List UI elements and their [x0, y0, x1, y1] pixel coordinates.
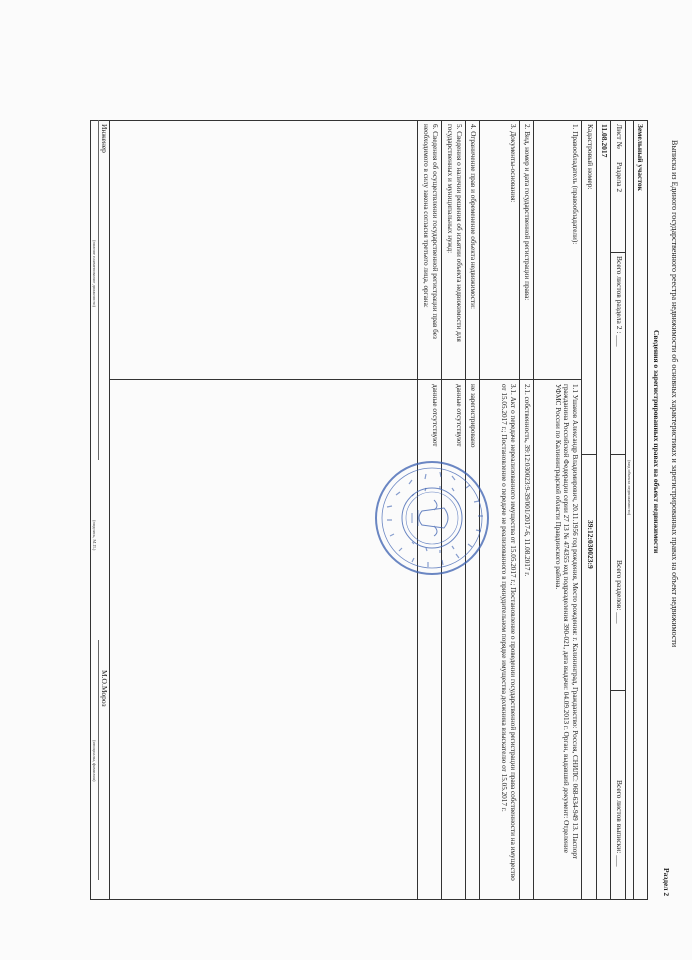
position-title: Инженер — [100, 124, 109, 153]
owner-label: 1. Правообладатель (правообладатели): — [571, 124, 579, 245]
official-seal — [372, 458, 492, 578]
object-type-caption: (вид объекта недвижимости) — [627, 460, 632, 516]
documents-label: 3. Документы-основания: — [509, 124, 517, 203]
sheet-number: Лист № — [615, 124, 624, 149]
signer-name: М.О.Мороз — [100, 670, 109, 707]
section-label: Раздел 2 — [662, 868, 671, 897]
total-sections: Всего разделов: ___ — [615, 560, 624, 624]
signature-caption: (подпись, М.П.) — [92, 520, 97, 551]
documents-value: 3.1. Акт о передаче нереализованного имущества от 15.05.2017 г.; Постановление о проведении государственной регистрации права собственности на имущество от 15.05.2017 г.; Постановление о передаче не реализованного в принудительном порядке имущества должника взыскателю от 15.05.2017 г. — [500, 384, 517, 881]
section-subtitle: Сведения о зарегистрированных правах на объект недвижимости — [652, 330, 661, 554]
registration-value: 2.1. собственность, 39:12:030023:9-39/001/2017-6, 11.08.2017 г. — [523, 384, 531, 577]
document-title: Выписка из Единого государственного реестра недвижимости об основных характеристиках и зарегистрированных правах на объект недвижимости — [670, 140, 679, 648]
seizure-value: данные отсутствуют — [455, 384, 463, 447]
registration-label: 2. Вид, номер и дата государственной регистрации права: — [523, 124, 531, 301]
object-type: Земельный участок — [636, 124, 645, 191]
restrictions-label: 4. Ограничение прав и обременение объекта недвижимости: — [469, 124, 477, 309]
extract-date: 11.08.2017 — [600, 124, 609, 158]
third-party-value: данные отсутствуют — [431, 384, 439, 447]
name-caption: (инициалы, фамилия) — [92, 740, 97, 782]
position-caption: (полное наименование должности) — [92, 240, 97, 307]
total-sheets-extract: Всего листов выписки: ___ — [615, 780, 624, 867]
cadastral-number: 39:12:030023:9 — [586, 520, 595, 569]
total-sheets-section: Всего листов раздела 2 : ___ — [615, 256, 624, 347]
restrictions-value: не зарегистрировано — [469, 384, 477, 448]
section-number: Раздела 2 — [615, 162, 624, 193]
owner-value: 1.1 Ушаков Александр Владимирович, 20.11.1956 год рождения, Место рождения: г. Калининград, Гражданство: Россия, СНИЛС: 068-634-949 13. Паспорт гражданина Российской Федерации серии 27 13 № 474355 код подразделения 390-021, дата выдачи: 04.09.2013 г. Орган, выдавший документ: Отделение УФМС России по Калининградской области Правдинского района. — [553, 384, 579, 859]
third-party-label: 6. Сведения об осуществлении государственной регистрации прав без необходимого в силу закона согласия третьего лица, органа: — [422, 124, 439, 339]
seizure-label: 5. Сведения о наличии решения об изъятии объекта недвижимости для государственных и муниципальных нужд: — [446, 124, 463, 342]
cadastral-label: Кадастровый номер: — [586, 124, 595, 190]
